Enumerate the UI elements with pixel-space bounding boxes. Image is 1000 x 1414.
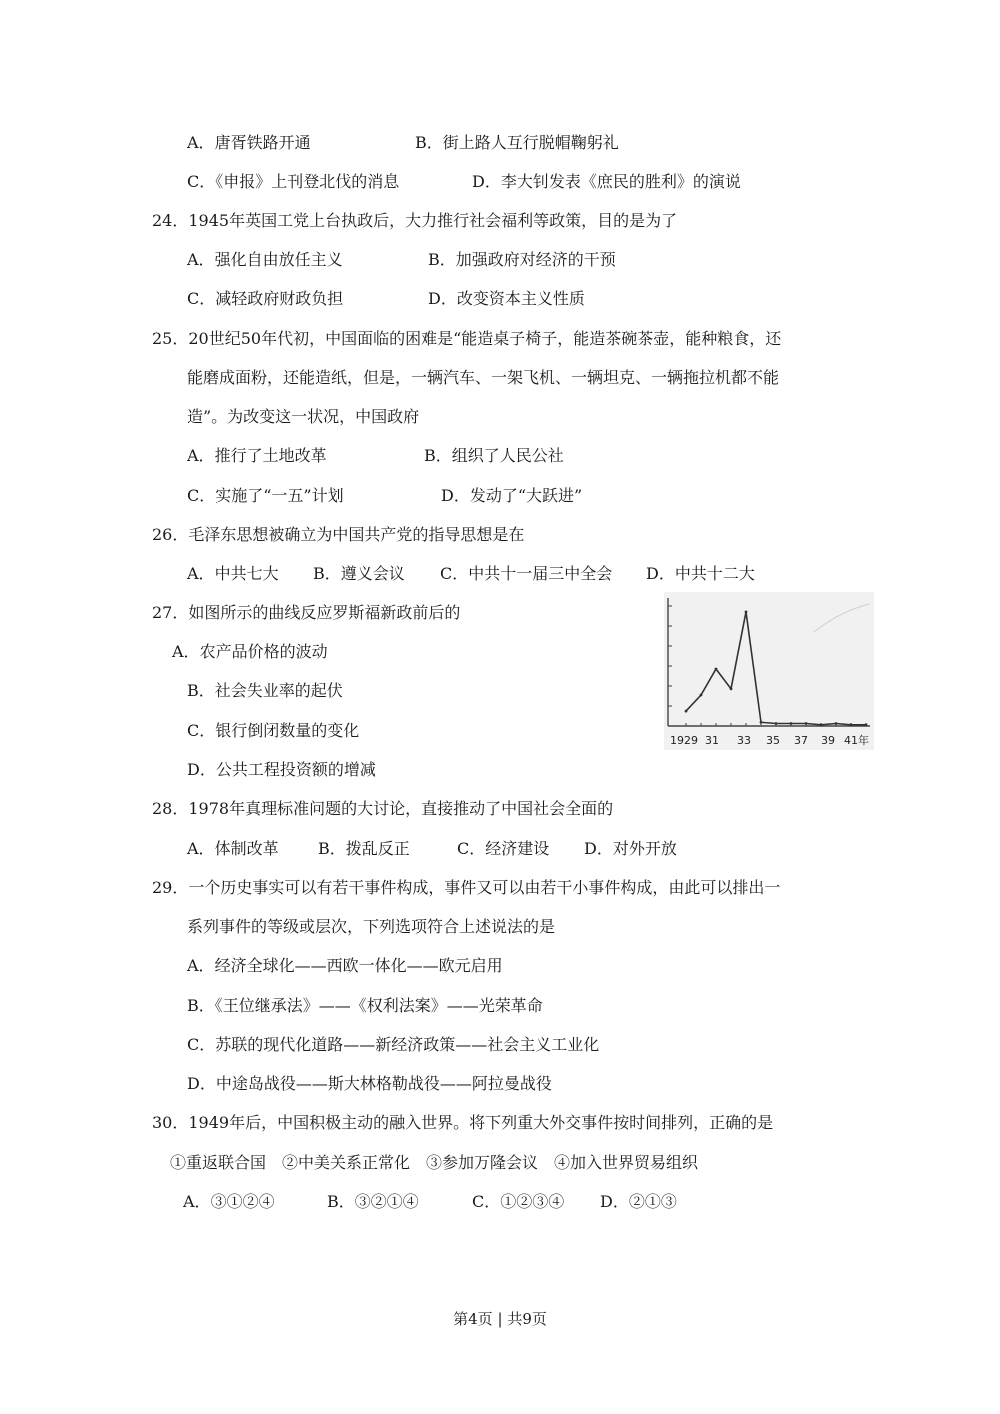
footer-separator: | [497, 1310, 503, 1328]
q26-option-d: D．中共十二大 [646, 564, 755, 583]
q29-option-c: C．苏联的现代化道路——新经济政策——社会主义工业化 [187, 1035, 600, 1054]
q23-option-a: A．唐胥铁路开通 [187, 133, 311, 152]
q30-option-d: D．②①③ [600, 1192, 677, 1211]
chart-point-1937 [805, 722, 808, 725]
chart-point-1931 [715, 668, 718, 671]
chart-point-1940 [850, 723, 853, 726]
chart-series-line [686, 612, 866, 725]
chart-point-1929 [685, 710, 688, 713]
footer-page-number: 第4页 [453, 1310, 493, 1328]
q27-line-chart [664, 592, 874, 750]
q29-option-a: A．经济全球化——西欧一体化——欧元启用 [187, 956, 503, 975]
q30-stem: 30．1949年后，中国积极主动的融入世界。将下列重大外交事件按时间排列，正确的是 [152, 1113, 774, 1132]
footer-total-pages: 共9页 [507, 1310, 547, 1328]
q25-stem-line-2: 能磨成面粉，还能造纸，但是，一辆汽车、一架飞机、一辆坦克、一辆拖拉机都不能 [187, 368, 780, 387]
chart-point-1936 [790, 722, 793, 725]
q27-option-d: D．公共工程投资额的增减 [187, 760, 376, 779]
q29-option-b: B．《王位继承法》——《权利法案》——光荣革命 [187, 996, 543, 1015]
q24-stem: 24．1945年英国工党上台执政后，大力推行社会福利等政策，目的是为了 [152, 211, 678, 230]
x-tick-label-35: 35 [766, 734, 780, 747]
q25-option-d: D．发动了“大跃进” [441, 486, 583, 505]
q27-option-c: C．银行倒闭数量的变化 [187, 721, 360, 740]
x-tick-label-33: 33 [737, 734, 751, 747]
chart-point-1935 [775, 722, 778, 725]
x-tick-label-41: 41年 [844, 734, 869, 747]
q23-option-d: D．李大钊发表《庶民的胜利》的演说 [472, 172, 741, 191]
chart-point-1932 [730, 687, 733, 690]
x-tick-label-31: 31 [705, 734, 719, 747]
chart-point-1941 [865, 723, 868, 726]
q30-option-b: B．③②①④ [327, 1192, 419, 1211]
chart-background-mark [814, 604, 869, 632]
q29-stem-line-2: 系列事件的等级或层次，下列选项符合上述说法的是 [187, 917, 556, 936]
q24-option-a: A．强化自由放任主义 [187, 250, 343, 269]
q23-option-c: C．《申报》上刊登北伐的消息 [187, 172, 400, 191]
q30-events: ①重返联合国 ②中美关系正常化 ③参加万隆会议 ④加入世界贸易组织 [170, 1153, 699, 1172]
chart-point-1939 [835, 722, 838, 725]
q26-option-a: A．中共七大 [187, 564, 279, 583]
q25-stem-line-3: 造”。为改变这一状况，中国政府 [187, 407, 420, 426]
q23-option-b: B．街上路人互行脱帽鞠躬礼 [415, 133, 619, 152]
x-tick-label-1929: 1929 [670, 734, 698, 747]
q26-option-b: B．遵义会议 [313, 564, 405, 583]
x-tick-label-37: 37 [794, 734, 808, 747]
q24-option-b: B．加强政府对经济的干预 [428, 250, 616, 269]
q25-option-b: B．组织了人民公社 [424, 446, 564, 465]
q29-option-d: D．中途岛战役——斯大林格勒战役——阿拉曼战役 [187, 1074, 552, 1093]
q28-option-a: A．体制改革 [187, 839, 279, 858]
chart-points [685, 611, 868, 727]
q25-stem-line-1: 25．20世纪50年代初，中国面临的困难是“能造桌子椅子，能造茶碗茶壶，能种粮食，还 [152, 329, 782, 348]
q24-option-c: C．减轻政府财政负担 [187, 289, 344, 308]
q29-stem-line-1: 29．一个历史事实可以有若干事件构成，事件又可以由若干小事件构成，由此可以排出一 [152, 878, 781, 897]
q24-option-d: D．改变资本主义性质 [428, 289, 585, 308]
q26-stem: 26．毛泽东思想被确立为中国共产党的指导思想是在 [152, 525, 525, 544]
q27-stem: 27．如图所示的曲线反应罗斯福新政前后的 [152, 603, 461, 622]
q25-option-a: A．推行了土地改革 [187, 446, 327, 465]
q30-option-a: A．③①②④ [183, 1192, 275, 1211]
q25-option-c: C．实施了“一五”计划 [187, 486, 344, 505]
q28-option-b: B．拨乱反正 [318, 839, 410, 858]
q27-option-b: B．社会失业率的起伏 [187, 681, 343, 700]
q26-option-c: C．中共十一届三中全会 [440, 564, 613, 583]
q27-option-a: A．农产品价格的波动 [172, 642, 328, 661]
chart-point-1930 [700, 694, 703, 697]
q27-chart [664, 592, 874, 750]
chart-point-1934 [760, 721, 763, 724]
page-footer [0, 1308, 1000, 1329]
x-tick-label-39: 39 [821, 734, 835, 747]
q30-option-c: C．①②③④ [472, 1192, 565, 1211]
q28-stem: 28．1978年真理标准问题的大讨论，直接推动了中国社会全面的 [152, 799, 614, 818]
chart-point-1933 [745, 611, 748, 614]
q28-option-c: C．经济建设 [457, 839, 550, 858]
chart-point-1938 [820, 723, 823, 726]
q28-option-d: D．对外开放 [584, 839, 677, 858]
